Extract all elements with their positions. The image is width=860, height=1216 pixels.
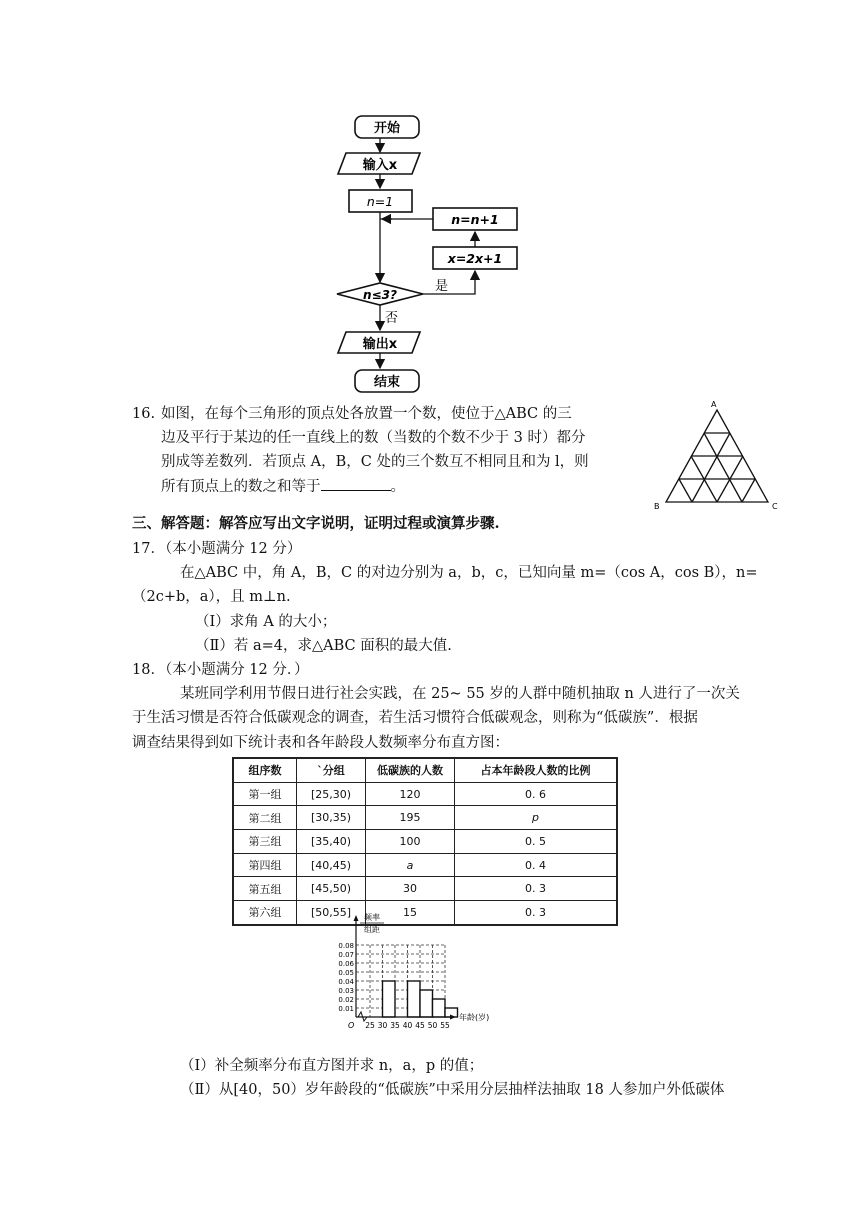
x-tick-label: 25 <box>365 1021 375 1030</box>
x-axis-label: 年龄(岁) <box>459 1013 490 1022</box>
table-header-cell: 组序数 <box>233 758 297 782</box>
x-tick-label: 40 <box>402 1021 413 1030</box>
q16-line4 <box>161 476 405 497</box>
flowchart <box>320 110 530 395</box>
table-cell: [40,45) <box>297 853 366 877</box>
table-row <box>233 806 617 830</box>
table-header-cell: 占本年龄段人数的比例 <box>455 758 618 782</box>
y-tick-label: 0.02 <box>338 996 354 1004</box>
q16-line4-end: 。 <box>390 479 405 495</box>
y-tick-label: 0.04 <box>338 978 354 986</box>
table-cell: 第三组 <box>233 830 297 854</box>
table-cell: 100 <box>366 830 455 854</box>
table-row <box>233 830 617 854</box>
x-tick-label: 30 <box>377 1021 388 1030</box>
q18-line1: 某班同学利用节假日进行社会实践，在 25~ 55 岁的人群中随机抽取 n 人进行了一次关 <box>180 686 740 702</box>
table-header-row <box>233 758 617 782</box>
q18-part2: （Ⅱ）从[40，50）岁年龄段的“低碳族”中采用分层抽样法抽取 18 人参加户外低碳体 <box>180 1082 725 1098</box>
frequency-histogram <box>318 912 528 1030</box>
y-label-top: 频率 <box>364 913 380 922</box>
flow-end-label: 结束 <box>373 375 401 390</box>
flow-start-label: 开始 <box>373 121 401 136</box>
q16-line4-text: 所有顶点上的数之和等于 <box>161 479 321 495</box>
y-label-bottom: 组距 <box>364 925 380 934</box>
q16-answer-blank <box>321 476 391 491</box>
table-cell: 195 <box>366 806 455 830</box>
triangle-figure <box>648 398 788 516</box>
flow-output-label: 输出x <box>362 337 398 352</box>
x-tick-label: 45 <box>415 1021 425 1030</box>
table-cell: 30 <box>366 877 455 901</box>
table-cell: 第二组 <box>233 806 297 830</box>
table-cell: [25,30) <box>297 782 366 806</box>
table-header-cell: `分组 <box>297 758 366 782</box>
table-header-cell: 低碳族的人数 <box>366 758 455 782</box>
y-tick-label: 0.07 <box>338 951 354 959</box>
table-cell: 第五组 <box>233 877 297 901</box>
table-cell: p <box>455 806 618 830</box>
table-row <box>233 877 617 901</box>
q16-number: 16. <box>132 406 156 422</box>
vertex-b-label: B <box>654 502 660 511</box>
table-cell: [45,50) <box>297 877 366 901</box>
vertex-c-label: C <box>772 502 778 511</box>
flow-yes-label: 是 <box>435 279 449 294</box>
flow-update-x-label: x=2x+1 <box>447 251 503 266</box>
q17-header: 17．（本小题满分 12 分） <box>132 541 302 557</box>
q18-part1: （I）补全频率分布直方图并求 n，a，p 的值； <box>180 1058 484 1074</box>
table-cell: 0. 4 <box>455 853 618 877</box>
x-tick-label: 50 <box>427 1021 438 1030</box>
x-tick-label: 35 <box>390 1021 400 1030</box>
histogram-bar <box>433 999 446 1017</box>
flow-input-label: 输入x <box>362 158 398 173</box>
table-cell: 120 <box>366 782 455 806</box>
table-cell: 第六组 <box>233 901 297 925</box>
table-cell: 15 <box>366 901 455 925</box>
section-3-heading: 三、解答题：解答应写出文字说明，证明过程或演算步骤. <box>132 515 500 532</box>
flow-no-label: 否 <box>385 311 399 326</box>
histogram-bar <box>383 981 396 1017</box>
table-cell: a <box>366 853 455 877</box>
flow-update-n-label: n=n+1 <box>451 212 499 227</box>
q16-line2: 边及平行于某边的任一直线上的数（当数的个数不少于 3 时）都分 <box>161 430 586 446</box>
q17-part2: （Ⅱ）若 a=4，求△ABC 面积的最大值. <box>195 638 452 654</box>
q18-header: 18．（本小题满分 12 分．） <box>132 662 309 678</box>
histogram-bar <box>408 981 421 1017</box>
table-row <box>233 782 617 806</box>
q17-line2: （2c+b，a），且 m⊥n. <box>132 589 291 605</box>
y-tick-label: 0.03 <box>338 987 354 995</box>
table-cell: 第一组 <box>233 782 297 806</box>
table-cell: 0. 3 <box>455 877 618 901</box>
y-axis-arrow <box>354 915 359 921</box>
histogram-bar <box>420 990 433 1017</box>
y-tick-label: 0.06 <box>338 960 354 968</box>
table-cell: 0. 3 <box>455 901 618 925</box>
origin-label: O <box>348 1021 355 1030</box>
q17-line1: 在△ABC 中，角 A，B，C 的对边分别为 a，b，c，已知向量 m=（cos A，cos B），n= <box>180 565 758 581</box>
table-cell: 第四组 <box>233 853 297 877</box>
table-cell: [50,55] <box>297 901 366 925</box>
q17-part1: （I）求角 A 的大小； <box>195 614 337 630</box>
table-cell: 0. 5 <box>455 830 618 854</box>
q16-line1: 如图，在每个三角形的顶点处各放置一个数，使位于△ABC 的三 <box>161 406 572 422</box>
flow-condition-label: n≤3? <box>363 288 397 302</box>
table-row <box>233 853 617 877</box>
y-tick-label: 0.05 <box>338 969 354 977</box>
table-cell: 0. 6 <box>455 782 618 806</box>
q18-line2: 于生活习惯是否符合低碳观念的调查，若生活习惯符合低碳观念，则称为“低碳族”．根据 <box>132 710 698 726</box>
q18-line3-wrap <box>132 733 509 753</box>
vertex-a-label: A <box>711 400 717 409</box>
table-cell: [30,35) <box>297 806 366 830</box>
x-tick-label: 55 <box>440 1021 450 1030</box>
q16-line3: 别成等差数列．若顶点 A，B，C 处的三个数互不相同且和为 l，则 <box>161 454 589 470</box>
table-cell: [35,40) <box>297 830 366 854</box>
flow-init-label: n=1 <box>366 194 394 209</box>
q18-line3: 调查结果得到如下统计表和各年龄段人数频率分布直方图： <box>132 735 509 751</box>
y-tick-label: 0.08 <box>338 942 354 950</box>
statistics-table <box>232 757 618 926</box>
y-tick-label: 0.01 <box>338 1005 354 1013</box>
